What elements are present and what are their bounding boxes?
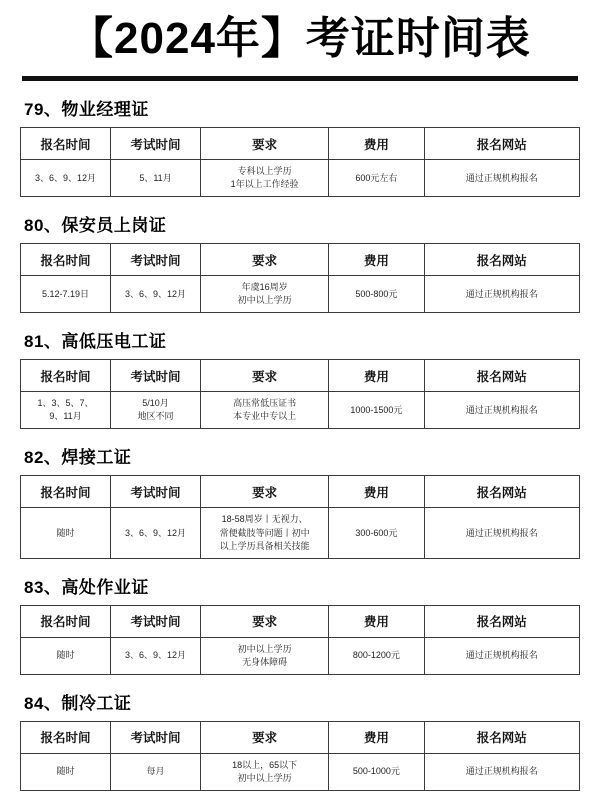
table-row (21, 508, 580, 558)
column-header-fee: 费用 (329, 476, 424, 508)
cell-signup-time (21, 392, 111, 429)
column-header-fee: 费用 (329, 360, 424, 392)
cell-signup-time (21, 160, 111, 197)
column-header-website: 报名网站 (424, 476, 579, 508)
cell-line: 1000-1500元 (350, 404, 403, 415)
cell-signup-time (21, 637, 111, 674)
cert-table (20, 243, 580, 313)
cell-signup-time (21, 276, 111, 313)
cert-table (20, 475, 580, 558)
column-header-signup-time: 报名时间 (21, 244, 111, 276)
cell-exam-time (111, 753, 201, 790)
cell-signup-time (21, 753, 111, 790)
section-83 (20, 573, 580, 675)
cell-line: 5.12-7.19日 (41, 288, 90, 299)
cell-line: 以上学历具备相关技能 (219, 540, 310, 551)
cell-line: 随时 (56, 766, 75, 777)
cell-line: 通过正规机构报名 (465, 404, 538, 415)
cell-fee (329, 508, 424, 558)
cell-exam-time (111, 392, 201, 429)
cell-requirement (201, 392, 329, 429)
column-header-requirement: 要求 (201, 244, 329, 276)
cell-line: 初中以上学历 (237, 295, 292, 306)
column-header-requirement: 要求 (201, 128, 329, 160)
cell-requirement (201, 276, 329, 313)
cell-line: 3、6、9、12月 (125, 527, 187, 538)
column-header-signup-time: 报名时间 (21, 605, 111, 637)
cell-line: 1、3、5、7、 (37, 398, 94, 409)
section-heading: 79、物业经理证 (24, 100, 149, 120)
table-header-row (21, 244, 580, 276)
column-header-requirement: 要求 (201, 476, 329, 508)
cell-line: 300-600元 (355, 527, 398, 538)
section-heading: 83、高处作业证 (24, 577, 149, 597)
cell-line: 800-1200元 (352, 650, 400, 661)
cell-line: 9、11月 (49, 411, 82, 422)
cell-line: 18以上，65以下 (232, 759, 298, 770)
cell-requirement (201, 160, 329, 197)
cell-fee (329, 637, 424, 674)
cell-line: 18-58周岁丨无视力、 (221, 514, 308, 525)
table-row (21, 753, 580, 790)
section-heading: 84、制冷工证 (24, 693, 132, 713)
section-84 (20, 689, 580, 791)
table-header-row (21, 476, 580, 508)
section-heading: 81、高低压电工证 (24, 332, 167, 352)
table-header-row (21, 605, 580, 637)
column-header-exam-time: 考试时间 (111, 721, 201, 753)
cell-line: 通过正规机构报名 (465, 172, 538, 183)
cell-line: 初中以上学历 (237, 772, 292, 783)
table-row (21, 637, 580, 674)
cell-fee (329, 392, 424, 429)
column-header-fee: 费用 (329, 128, 424, 160)
cert-table (20, 127, 580, 197)
table-row (21, 392, 580, 429)
cell-line: 地区不同 (137, 411, 174, 422)
cell-website (424, 637, 579, 674)
cell-line: 通过正规机构报名 (465, 766, 538, 777)
column-header-signup-time: 报名时间 (21, 128, 111, 160)
cell-exam-time (111, 637, 201, 674)
column-header-signup-time: 报名时间 (21, 360, 111, 392)
column-header-exam-time: 考试时间 (111, 360, 201, 392)
cell-line: 600元左右 (355, 172, 398, 183)
cell-line: 年虞16周岁 (241, 282, 288, 293)
cell-line: 通过正规机构报名 (465, 288, 538, 299)
cell-line: 5/10月 (142, 398, 169, 409)
cert-table (20, 605, 580, 675)
section-81 (20, 327, 580, 429)
table-row (21, 160, 580, 197)
cell-fee (329, 753, 424, 790)
cell-line: 1年以上工作经验 (230, 179, 299, 190)
cert-table (20, 359, 580, 429)
section-79 (20, 95, 580, 197)
cell-exam-time (111, 276, 201, 313)
column-header-website: 报名网站 (424, 244, 579, 276)
column-header-exam-time: 考试时间 (111, 128, 201, 160)
column-header-exam-time: 考试时间 (111, 605, 201, 637)
table-header-row (21, 360, 580, 392)
cell-requirement (201, 753, 329, 790)
cell-line: 每月 (146, 766, 165, 777)
table-header-row (21, 721, 580, 753)
column-header-website: 报名网站 (424, 721, 579, 753)
cell-fee (329, 160, 424, 197)
cell-line: 通过正规机构报名 (465, 527, 538, 538)
cell-requirement (201, 637, 329, 674)
table-header-row (21, 128, 580, 160)
cell-line: 随时 (56, 527, 75, 538)
section-80 (20, 211, 580, 313)
cell-fee (329, 276, 424, 313)
cell-exam-time (111, 508, 201, 558)
column-header-fee: 费用 (329, 244, 424, 276)
column-header-website: 报名网站 (424, 128, 579, 160)
cell-line: 通过正规机构报名 (465, 650, 538, 661)
section-heading: 80、保安员上岗证 (24, 216, 167, 236)
cell-line: 500-800元 (355, 288, 398, 299)
cell-line: 3、6、9、12月 (125, 288, 187, 299)
column-header-website: 报名网站 (424, 360, 579, 392)
cell-line: 3、6、9、12月 (34, 172, 97, 183)
column-header-fee: 费用 (329, 605, 424, 637)
column-header-requirement: 要求 (201, 721, 329, 753)
cell-line: 随时 (56, 650, 75, 661)
section-82 (20, 443, 580, 558)
column-header-fee: 费用 (329, 721, 424, 753)
cell-line: 500-1000元 (352, 766, 400, 777)
column-header-signup-time: 报名时间 (21, 721, 111, 753)
column-header-exam-time: 考试时间 (111, 244, 201, 276)
cell-line: 常便截肢等问题丨初中 (219, 527, 310, 538)
cell-line: 专科以上学历 (237, 166, 292, 177)
cell-website (424, 160, 579, 197)
cell-line: 5、11月 (139, 172, 172, 183)
cell-website (424, 276, 579, 313)
cell-line: 本专业中专以上 (233, 411, 297, 422)
cell-signup-time (21, 508, 111, 558)
cell-line: 高压常低压证书 (233, 398, 297, 409)
column-header-requirement: 要求 (201, 360, 329, 392)
title-divider (22, 76, 578, 81)
cert-table (20, 721, 580, 791)
cell-exam-time (111, 160, 201, 197)
section-heading: 82、焊接工证 (24, 448, 132, 468)
cell-website (424, 753, 579, 790)
column-header-requirement: 要求 (201, 605, 329, 637)
cell-website (424, 508, 579, 558)
column-header-signup-time: 报名时间 (21, 476, 111, 508)
cell-line: 初中以上学历 (237, 643, 292, 654)
cell-line: 无身体障碍 (242, 656, 288, 667)
page-title: 【2024年】考证时间表 (69, 14, 531, 63)
cell-line: 3、6、9、12月 (125, 650, 187, 661)
column-header-website: 报名网站 (424, 605, 579, 637)
column-header-exam-time: 考试时间 (111, 476, 201, 508)
cell-requirement (201, 508, 329, 558)
table-row (21, 276, 580, 313)
cell-website (424, 392, 579, 429)
